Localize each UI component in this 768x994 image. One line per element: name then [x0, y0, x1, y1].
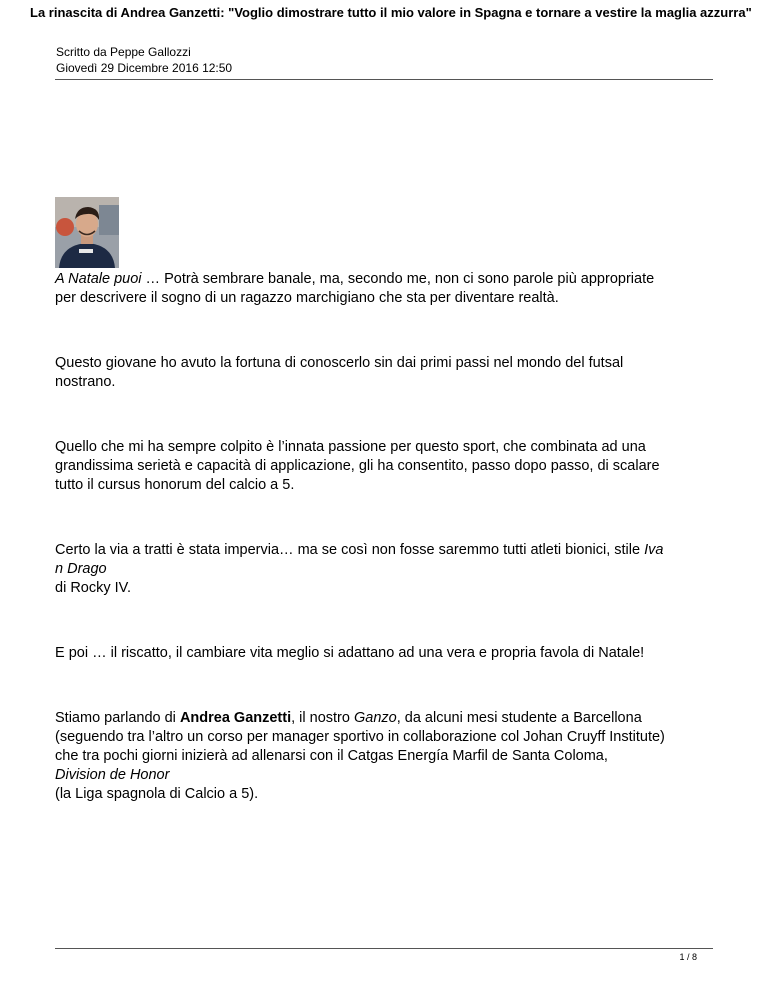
italic-drago: n Drago — [55, 561, 107, 577]
date-line: Giovedì 29 Dicembre 2016 12:50 — [56, 61, 233, 75]
paragraph-1: A Natale puoi … Potrà sembrare banale, ma, secondo me, non ci sono parole più appropriate per descrivere il sogno di un ragazzo marchigiano che sta per diventare realtà. — [55, 271, 655, 306]
footer-divider — [55, 948, 713, 949]
lead-italic: A Natale puoi — [55, 271, 142, 287]
player-photo — [55, 197, 119, 268]
italic-ivan: Iva — [644, 542, 664, 558]
paragraph-2: Questo giovane ho avuto la fortuna di conoscerlo sin dai primi passi nel mondo del futsal nostrano. — [55, 355, 624, 390]
player-portrait-image — [55, 197, 119, 268]
page-title: La rinascita di Andrea Ganzetti: "Voglio dimostrare tutto il mio valore in Spagna e tornare a vestire la maglia azzurra" — [30, 5, 752, 20]
article-meta — [56, 44, 232, 76]
paragraph-4: Certo la via a tratti è stata impervia… ma se così non fosse saremmo tutti atleti bionici, stile Iva n Drago di Rocky IV. — [55, 542, 664, 596]
page-number: 1 / 8 — [679, 952, 697, 962]
author-line: Scritto da Peppe Gallozzi — [56, 45, 191, 59]
header-divider — [55, 79, 713, 80]
league-name: Division de Honor — [55, 767, 170, 783]
player-nickname: Ganzo — [353, 710, 397, 726]
player-name: Andrea Ganzetti — [179, 710, 292, 726]
paragraph-5: E poi … il riscatto, il cambiare vita meglio si adattano ad una vera e propria favola di Natale! — [55, 645, 645, 661]
paragraph-6: Stiamo parlando di Andrea Ganzetti, il nostro Ganzo, da alcuni mesi studente a Barcellona (seguendo tra l’altro un corso per manager sportivo in collaborazione col Johan Cruyff Institute) che tra pochi giorni inizierà ad allenarsi con il Catgas Energía Marfil de Santa Coloma, Division de Honor (la Liga spagnola di Calcio a 5). — [55, 710, 665, 802]
paragraph-3: Quello che mi ha sempre colpito è l’innata passione per questo sport, che combinata ad una grandissima serietà e capacità di applicazione, gli ha consentito, passo dopo passo, di scalare tutto il cursus honorum del calcio a 5. — [55, 439, 660, 493]
article-body — [55, 270, 715, 804]
